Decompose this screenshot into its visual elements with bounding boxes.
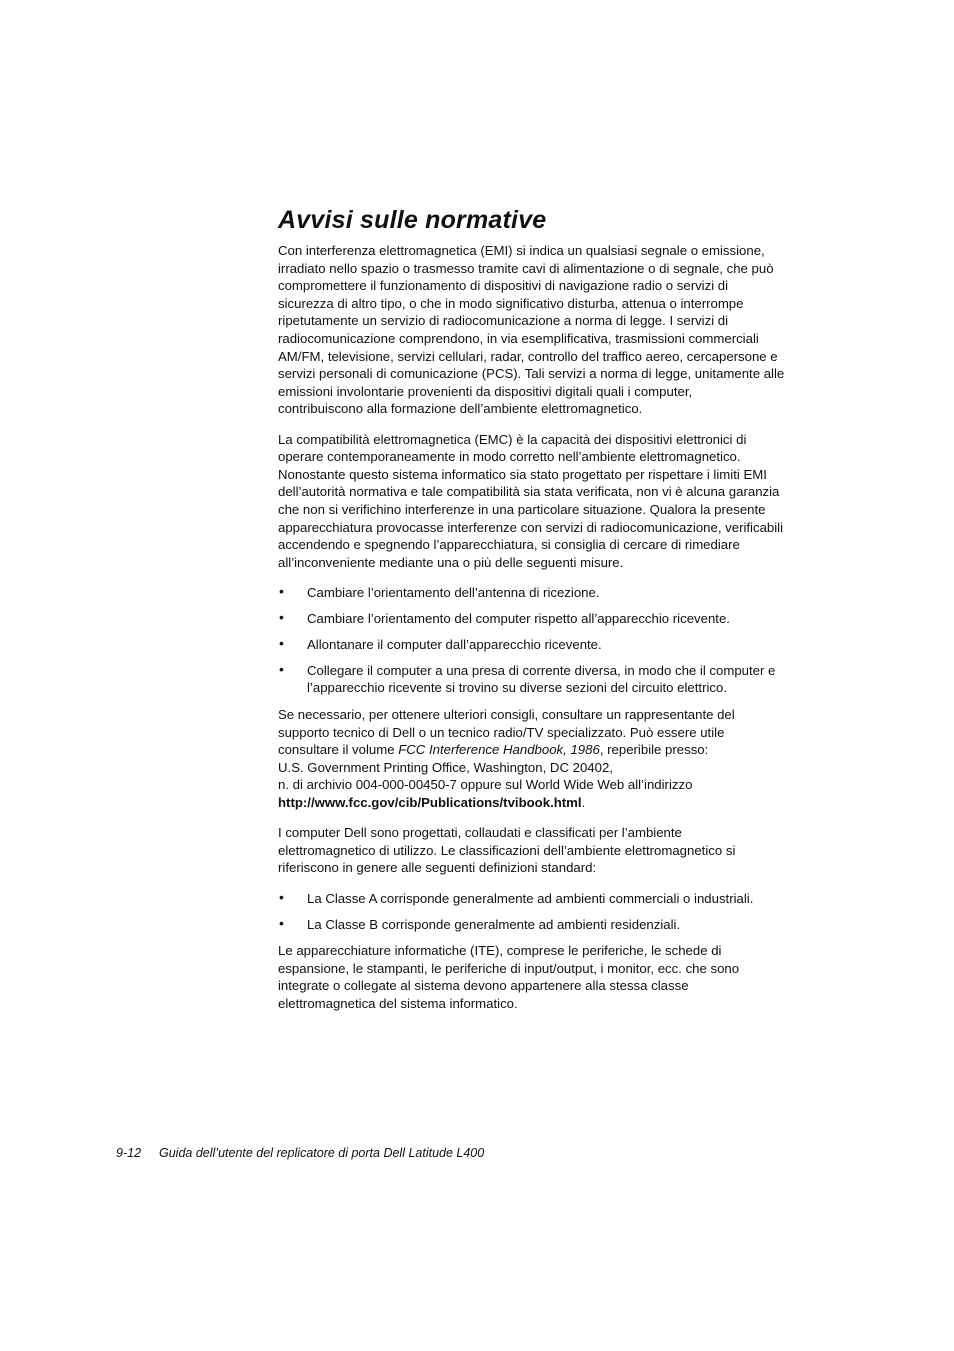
text-line: emissioni involontarie provenienti da dispositivi digitali quali i computer, (278, 383, 693, 399)
page-footer (116, 1146, 484, 1160)
text-line: La compatibilità elettromagnetica (EMC) è la capacità dei dispositivi elettronici di (278, 431, 747, 447)
text-line: U.S. Government Printing Office, Washington, DC 20402, (278, 759, 613, 775)
text-fragment: consultare il volume (278, 742, 399, 758)
text-line: irradiato nello spazio o trasmesso tramite cavi di alimentazione o di segnale, che può (278, 260, 774, 276)
text-line: apparecchiatura provocasse interferenze con servizi di radiocomunicazione, verificabili (278, 519, 784, 535)
list-item (278, 890, 826, 908)
text-fragment: , reperibile presso: (599, 742, 709, 758)
fcc-url-link[interactable]: http://www.fcc.gov/cib/Publications/tvibook.html (278, 794, 582, 810)
text-line: Se necessario, per ottenere ulteriori consigli, consultare un rappresentante del (278, 707, 735, 723)
text-line: dell’autorità normativa e tale compatibilità sia stata verificata, non vi è alcuna garanzia (278, 484, 780, 500)
paragraph-fcc (278, 706, 826, 812)
list-item (278, 584, 826, 602)
paragraph-emc (278, 431, 826, 572)
document-body (278, 203, 826, 1025)
text-line: n. di archivio 004-000-00450-7 oppure sul World Wide Web all’indirizzo (278, 777, 693, 793)
text-line (278, 741, 826, 759)
text-line: espansione, le stampanti, le periferiche di input/output, i monitor, ecc. che sono (278, 960, 740, 976)
bullet-icon: • (279, 608, 284, 625)
text-line: ripetutamente un servizio di radiocomunicazione a norma di legge. I servizi di (278, 313, 729, 329)
text-line: riferiscono in genere alle seguenti definizioni standard: (278, 860, 597, 876)
footer-title: Guida dell’utente del replicatore di porta Dell Latitude L400 (159, 1146, 485, 1160)
text-line: Collegare il computer a una presa di corrente diversa, in modo che il computer e (307, 662, 776, 678)
page-number: 9-12 (116, 1146, 142, 1160)
text-line: all’inconveniente mediante una o più delle seguenti misure. (278, 554, 624, 570)
text-line: contribuiscono alla formazione dell’ambiente elettromagnetico. (278, 401, 643, 417)
remedy-list (278, 584, 826, 697)
list-item (278, 662, 826, 697)
text-line: Cambiare l’orientamento del computer rispetto all’apparecchio ricevente. (307, 610, 730, 626)
text-line: AM/FM, televisione, servizi cellulari, radar, controllo del traffico aereo, cercapersone e (278, 348, 778, 364)
list-item (278, 636, 826, 654)
text-line: elettromagnetica del sistema informatico. (278, 995, 518, 1011)
list-item (278, 610, 826, 628)
paragraph-emi (278, 242, 826, 418)
text-line: operare contemporaneamente in modo corretto nell’ambiente elettromagnetico. (278, 449, 741, 465)
text-line: Con interferenza elettromagnetica (EMI) si indica un qualsiasi segnale o emissione, (278, 243, 765, 258)
text-line: sicurezza di altro tipo, o che in modo significativo disturba, attenua o interrompe (278, 295, 744, 311)
class-list (278, 890, 826, 934)
text-line: La Classe B corrisponde generalmente ad ambienti residenziali. (307, 916, 681, 932)
text-line: elettromagnetico di utilizzo. Le classificazioni dell’ambiente elettromagnetico si (278, 842, 736, 858)
paragraph-classification (278, 824, 826, 877)
text-line: Cambiare l’orientamento dell’antenna di ricezione. (307, 584, 600, 600)
paragraph-ite (278, 942, 826, 1012)
bullet-icon: • (279, 634, 284, 651)
text-line: La Classe A corrisponde generalmente ad ambienti commerciali o industriali. (307, 890, 754, 906)
text-line (278, 794, 826, 812)
text-line: Le apparecchiature informatiche (ITE), comprese le periferiche, le schede di (278, 943, 722, 959)
text-line: l’apparecchio ricevente si trovino su diverse sezioni del circuito elettrico. (307, 680, 727, 696)
text-line: I computer Dell sono progettati, collaudati e classificati per l’ambiente (278, 825, 682, 841)
bullet-icon: • (279, 914, 284, 931)
bullet-icon: • (279, 888, 284, 905)
text-line: Allontanare il computer dall’apparecchio ricevente. (307, 636, 602, 652)
bullet-icon: • (279, 582, 284, 599)
text-line: radiocomunicazione comprendono, in via esemplificativa, trasmissioni commerciali (278, 330, 759, 346)
text-line: compromettere il funzionamento di dispositivi di navigazione radio o servizi di (278, 278, 729, 294)
text-line: integrate o collegate al sistema devono appartenere alla stessa classe (278, 978, 689, 994)
text-line: supporto tecnico di Dell o un tecnico radio/TV specializzato. Può essere utile (278, 724, 725, 740)
text-fragment: . (581, 794, 586, 810)
bullet-icon: • (279, 660, 284, 677)
text-line: accendendo e spegnendo l’apparecchiatura, si consiglia di cercare di rimediare (278, 537, 740, 553)
page-title: Avvisi sulle normative (278, 206, 547, 234)
list-item (278, 916, 826, 934)
text-line: che non si verifichino interferenze in una particolare situazione. Qualora la presente (278, 501, 766, 517)
text-line: Nonostante questo sistema informatico sia stato progettato per rispettare i limiti EMI (278, 466, 767, 482)
text-line: servizi personali di comunicazione (PCS). Tali servizi a norma di legge, unitamente alle (278, 366, 785, 382)
handbook-title: FCC Interference Handbook, 1986 (398, 742, 600, 758)
